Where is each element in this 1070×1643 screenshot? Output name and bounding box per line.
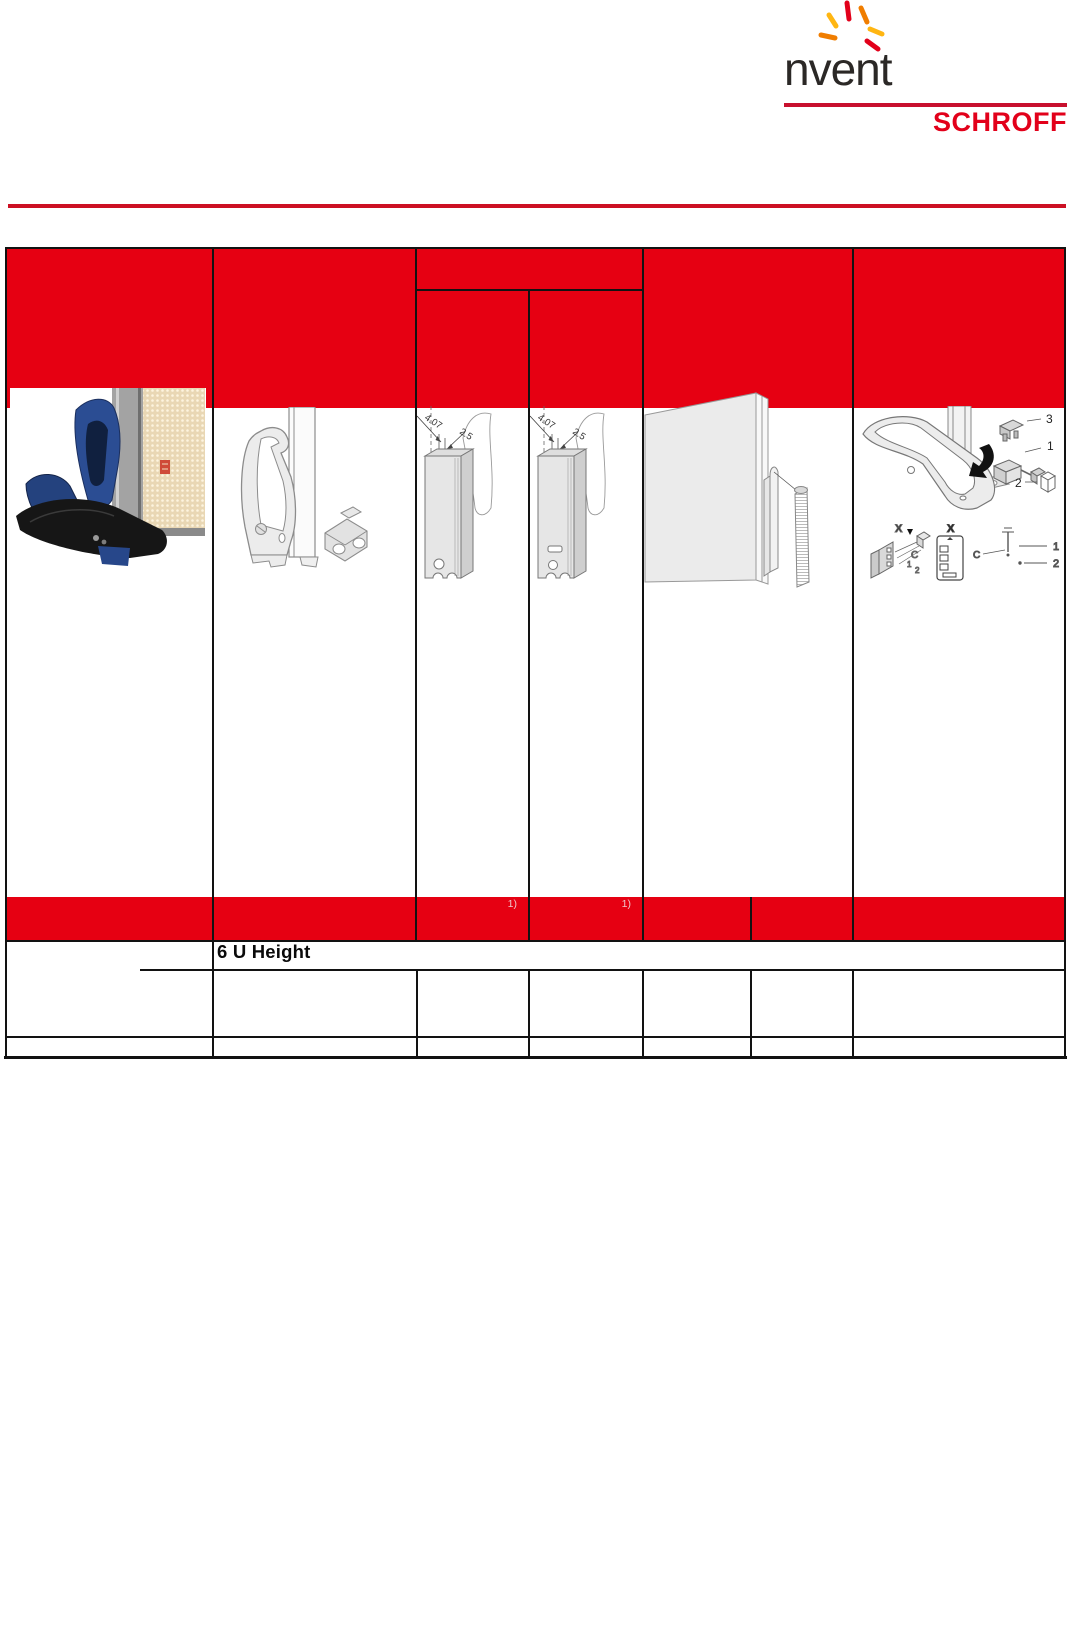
- gridline: [5, 247, 1066, 249]
- gridline: [642, 897, 644, 940]
- gridline: [415, 897, 417, 940]
- logo-wordmark: nvent: [784, 43, 892, 95]
- detail-x-frame: [937, 523, 963, 580]
- x-label: X: [947, 523, 955, 535]
- gridline: [5, 247, 7, 1058]
- connector-block: [325, 507, 367, 561]
- part-label-1: 1: [1047, 439, 1054, 453]
- n2-label: 2: [915, 566, 920, 575]
- figure-profile-a: [417, 404, 517, 586]
- gridline: [750, 1037, 752, 1057]
- gridline: [212, 249, 214, 408]
- gridline: [528, 970, 530, 1036]
- gridline: [852, 249, 854, 408]
- gridline: [212, 941, 214, 969]
- header-rule: [8, 204, 1066, 208]
- part-cap: [1000, 420, 1023, 441]
- gridline: [415, 249, 417, 408]
- gridline: [416, 1037, 418, 1057]
- gridline: [528, 1037, 530, 1057]
- c-label: C: [911, 550, 919, 561]
- figure-handle-drawing: [227, 407, 375, 581]
- corner-bracket: [764, 467, 778, 576]
- dimension-a: [417, 412, 444, 442]
- gridline: [852, 970, 854, 1036]
- section-label: 6 U Height: [217, 941, 311, 962]
- footnote-marker: 1): [507, 898, 517, 910]
- profile-bar: [425, 449, 473, 578]
- profile-bar: [538, 449, 586, 578]
- n1-label: 1: [907, 560, 912, 569]
- n1-label: 1: [1053, 541, 1060, 553]
- gridline: [5, 940, 1066, 942]
- gridline: [750, 897, 752, 940]
- table-subheader-band: [6, 897, 1064, 940]
- gridline: [212, 408, 214, 897]
- gridline: [212, 1037, 214, 1057]
- part-cube: [1041, 472, 1055, 492]
- x-label: X: [895, 523, 903, 535]
- svg-text:2.5: 2.5: [457, 426, 475, 443]
- gridline: [852, 897, 854, 940]
- gridline: [642, 249, 644, 408]
- gridline: [528, 897, 530, 940]
- gridline: [4, 1056, 1067, 1059]
- gridline: [750, 970, 752, 1036]
- gasket-strip: [795, 487, 810, 588]
- figure-handle-parts: [827, 406, 1063, 584]
- figure-panel-gasket: [618, 388, 813, 590]
- table-header-band: [6, 249, 1064, 408]
- detail-screw: [973, 528, 1059, 570]
- gridline: [642, 970, 644, 1036]
- gridline: [642, 1037, 644, 1057]
- svg-text:2.5: 2.5: [570, 426, 588, 443]
- n2-label: 2: [1053, 558, 1060, 570]
- gridline: [528, 289, 530, 408]
- logo-brand: SCHROFF: [933, 107, 1067, 137]
- footnote-marker: 1): [621, 898, 631, 910]
- svg-text:4.07: 4.07: [535, 412, 557, 432]
- detail-left-assembly: [871, 523, 930, 578]
- photo-extractor-tool: [10, 388, 206, 573]
- gridline: [212, 897, 214, 940]
- dimension-a: [530, 412, 557, 442]
- lever-handle: [863, 417, 995, 510]
- figure-profile-b: [530, 404, 630, 586]
- gridline: [212, 970, 214, 1036]
- gridline: [1064, 247, 1066, 1058]
- logo-underline: [784, 103, 1067, 107]
- part-label-3: 3: [1046, 412, 1053, 426]
- gridline: [416, 970, 418, 1036]
- gridline: [5, 1036, 1066, 1038]
- part-label-2: 2: [1015, 476, 1022, 490]
- gridline: [852, 1037, 854, 1057]
- svg-text:4.07: 4.07: [422, 412, 444, 432]
- gridline: [140, 969, 1066, 971]
- c-label: C: [973, 550, 981, 561]
